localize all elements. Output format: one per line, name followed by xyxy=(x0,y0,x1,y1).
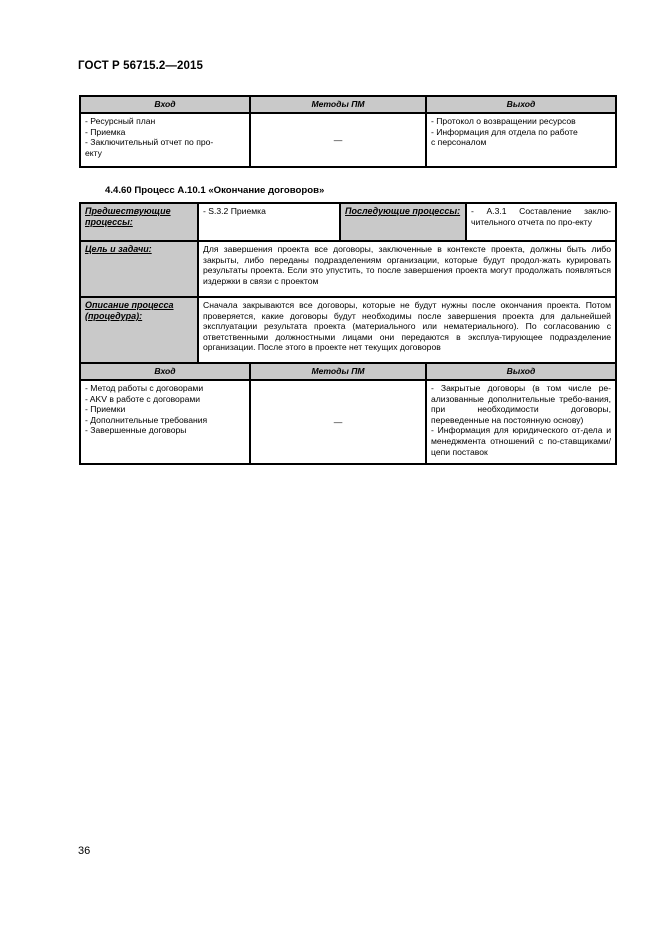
next-processes-label: Последующие процессы: xyxy=(340,203,466,241)
column-header-input: Вход xyxy=(80,96,250,113)
list-item: с персоналом xyxy=(431,137,487,148)
io-table-2 xyxy=(79,362,617,465)
list-item: - Информация для отдела по работе xyxy=(431,126,578,137)
list-item: - Дополнительные требования xyxy=(85,414,208,425)
output-cell xyxy=(426,380,616,464)
list-item: - Ресурсный план xyxy=(85,116,156,126)
column-header-input: Вход xyxy=(80,363,250,380)
prev-processes-label: Предшествующие процессы: xyxy=(80,203,198,241)
list-item: - AKV в работе с договорами xyxy=(85,393,201,404)
output-cell xyxy=(426,113,616,167)
next-processes-value: - А.3.1 Составление заклю-чительного отчета по про-екту xyxy=(466,203,616,241)
list-item: - Заключительный отчет по про- xyxy=(85,137,214,148)
process-table xyxy=(79,202,617,364)
description-label: Описание процесса (процедура): xyxy=(80,297,198,363)
list-item: - Приемки xyxy=(85,404,126,415)
list-item: - Приемка xyxy=(85,126,126,137)
list-item: - Протокол о возвращении ресурсов xyxy=(431,116,576,126)
section-title: 4.4.60 Процесс А.10.1 «Окончание договоров» xyxy=(105,185,325,196)
document-header: ГОСТ Р 56715.2—2015 xyxy=(78,60,203,72)
description-text: Сначала закрываются все договоры, которые не будут нужны после окончания проекта. Потом проверяется, какие договоры будут необходимы после завершения проекта для дальнейшей эксплуатации результата проекта (материального или нематериального). По согласованию с ответственными должностными лицами они передаются в эксплуа-тирующее подразделение организации. После этого в проекте нет текущих договоров xyxy=(198,297,616,363)
list-item: - Закрытые договоры (в том числе ре-ализованные дополнительные требо-вания, при необходимости договоры, переведенные на постоянную основу) xyxy=(431,383,611,425)
column-header-output: Выход xyxy=(426,363,616,380)
goal-label: Цель и задачи: xyxy=(80,241,198,297)
goal-text: Для завершения проекта все договоры, заключенные в контексте проекта, должны быть либо закрыты, либо переданы подразделениям организации, которые будут продол-жать курировать результаты проекта. Если это упустить, то после завершения проекта могут продолжать появляться издержки в связи с проектом xyxy=(198,241,616,297)
column-header-output: Выход xyxy=(426,96,616,113)
column-header-methods: Методы ПМ xyxy=(250,96,426,113)
column-header-methods: Методы ПМ xyxy=(250,363,426,380)
page-number: 36 xyxy=(78,845,91,857)
list-item: - Завершенные договоры xyxy=(85,425,187,436)
methods-cell: — xyxy=(250,380,426,464)
prev-processes-value: - S.3.2 Приемка xyxy=(198,203,340,241)
input-cell xyxy=(80,113,250,167)
input-cell xyxy=(80,380,250,464)
list-item: - Информация для юридического от-дела и менеджмента отношений с по-ставщиками/цепи поставок xyxy=(431,425,611,457)
io-table-1 xyxy=(79,95,617,168)
methods-cell: — xyxy=(250,113,426,167)
list-item: екту xyxy=(85,147,102,158)
list-item: - Метод работы с договорами xyxy=(85,383,204,393)
